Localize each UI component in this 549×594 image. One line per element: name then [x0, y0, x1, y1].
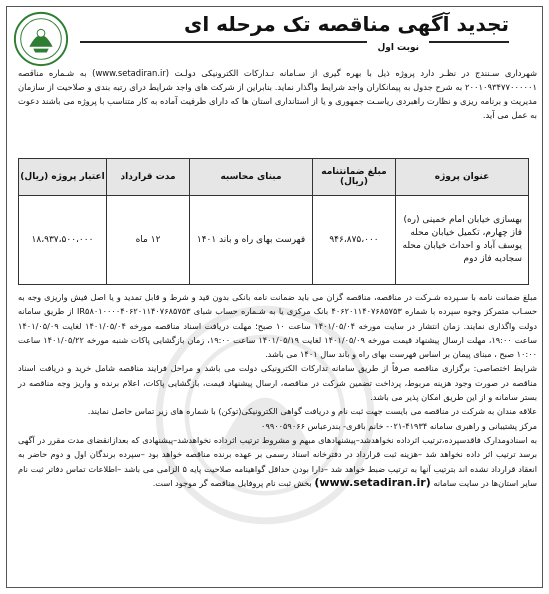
support-contact-paragraph: مرکز پشتیبانی و راهبری سامانه ۴۱۹۳۴-۰۲۱- خانم باقری- بندرعباس ۰۹۹۰۰۵۹۰۶۶: [261, 420, 537, 431]
duration-cell: ۱۲ ماه: [107, 196, 190, 285]
title-divider: [80, 41, 509, 43]
table-row: [19, 196, 529, 285]
special-conditions-paragraph: شرایط اختصاصی: برگزاری مناقصه صرفاً از طریق سامانه تدارکات الکترونیکی دولت می باشد و مراحل فرایند مناقصه شامل خرید و دریافت اسناد مناقصه در صورت وجود هزینه مربوط، پرداخت تضمین شرکت در مناقصه، ارسال پیشنهاد قیمت، بازگشایی پاکات، اعلام برنده و واریز وجه مناقصه در بستر سامانه و از این طریق امکان پذیر می باشد.: [18, 363, 537, 403]
projects-table: [18, 158, 529, 285]
terms-paragraph: [18, 433, 537, 490]
registration-paragraph: علاقه مندان به شرکت در مناقصه می بایست جهت ثبت نام و دریافت گواهی الکترونیکی(توکن) با شماره های زیر تماس حاصل نمایند.: [87, 406, 537, 417]
budget-cell: ۱۸،۹۳۷،۵۰۰،۰۰۰: [19, 196, 107, 285]
notice-title: تجدید آگهی مناقصه تک مرحله ای: [184, 12, 509, 36]
notice-body: [18, 290, 537, 490]
col-duration: مدت قرارداد: [107, 159, 190, 196]
col-project-title: عنوان پروژه: [396, 159, 529, 196]
col-guarantee: مبلغ ضمانتنامه (ریال): [313, 159, 396, 196]
intro-paragraph: شهرداری سـنندج در نظـر دارد پروژه ذیل با بهره گیری از سـامانه تـدارکات الکترونیکی دولـت (www.setadiran.ir) به شـماره مناقصه ۲۰۰۱۰۹۳۴۷۷۰۰۰۰۰۱ به شرح جدول به پیمانکاران واجد شرایط واگذار نماید. بنابراین از شرکت های واجد شرایط درای رتبه بندی و صلاحیت از سازمان مدیریت و برنامه ریزی و نظارت راهبردی ریاسـت جمهوری و یا از استانداری استان ها که دارای ظرفیت آماده به کار متناسب با پروژه می باشند دعوت به عمل می آید.: [18, 68, 537, 120]
project-title-cell: بهسازی خیابان امام خمینی (ره) فاز چهارم، تکمیل خیابان محله یوسف آباد و احداث خیابان محله سجادیه فاز دوم: [396, 196, 529, 285]
table-header-row: [19, 159, 529, 196]
col-basis: مبنای محاسبه: [190, 159, 313, 196]
terms-text: به اسنادومدارک فاقدسپرده،ترتیب اثرداده نخواهدشد–پیشنهادهای مبهم و مشروط ترتیب اثرداده نخواهدشد–پیشنهادی که بعدازانقضای مدت مقرر در آگهی برسد ترتیب اثر داده نخواهد شد –هزینه ثبت قرارداد در دفترخانه اسناد رسمی بر عهده برنده مناقصه خواهد بود –سپرده برندگان اول و دوم حاضر به انعقاد قرارداد نشده اند بترتیب آنها به ترتیب ضبط خواهد شد –دارا بودن حداقل گواهینامه صلاحیت پایه ۵ الزامی می باشد –اطلاعات تماس دفاتر ثبت نام سایر استان‌ها در سایت سامانه: [18, 434, 537, 488]
guarantee-cell: ۹۴۶،۸۷۵،۰۰۰: [313, 196, 396, 285]
guarantee-paragraph: مبلغ ضمانت نامه با سـپرده شـرکت در مناقصه، مناقصه گران می باید ضمانت نامه بانکی بدون قید و شرط و قابل تمدید و یا اصل فیش واریزی وجه به حسـاب متمرکز وجوه سپرده با شماره ۴۰۶۲۰۱۱۴۰۷۶۸۵۷۵۳ بانک مرکزی یا به شـماره حساب شبای IR۵۸۰۱۰۰۰۰۴۰۶۲۰۱۱۴۰۷۶۸۵۷۵۳ از طریق سامانه دولت واگذاری نمایند. زمان انتشار در سایت مورخه ۱۴۰۱/۰۵/۰۴ ساعت ۱۰ صبح؛ مهلت دریافت اسناد مناقصه مورخه ۱۴۰۱/۰۵/۰۴ لغایت ۱۴۰۱/۰۵/۰۹ ساعت ۱۹:۰۰، مهلت ارسال پیشنهاد قیمت مورخه ۱۴۰۱/۰۵/۰۹ لغایت ۱۴۰۱/۰۵/۱۹ ساعت ۱۹:۰۰، زمان بازگشایی پاکات شنبه مورخه ۱۴۰۱/۰۵/۲۲ ساعت ۱۰:۰۰ صبح ، مبنای پیمان بر اساس فهرست بهای راه و باند سال ۱۴۰۱ می باشد.: [18, 292, 538, 360]
round-badge: نوبت اول: [367, 41, 429, 55]
municipality-logo: [12, 10, 70, 68]
terms-end-text: بخش ثبت نام پروفایل مناقصه گر موجود است.: [152, 477, 312, 488]
setadiran-link[interactable]: (www.setadiran.ir): [314, 475, 431, 489]
basis-cell: فهرست بهای راه و باند ۱۴۰۱: [190, 196, 313, 285]
col-budget: اعتبار پروژه (ریال): [19, 159, 107, 196]
